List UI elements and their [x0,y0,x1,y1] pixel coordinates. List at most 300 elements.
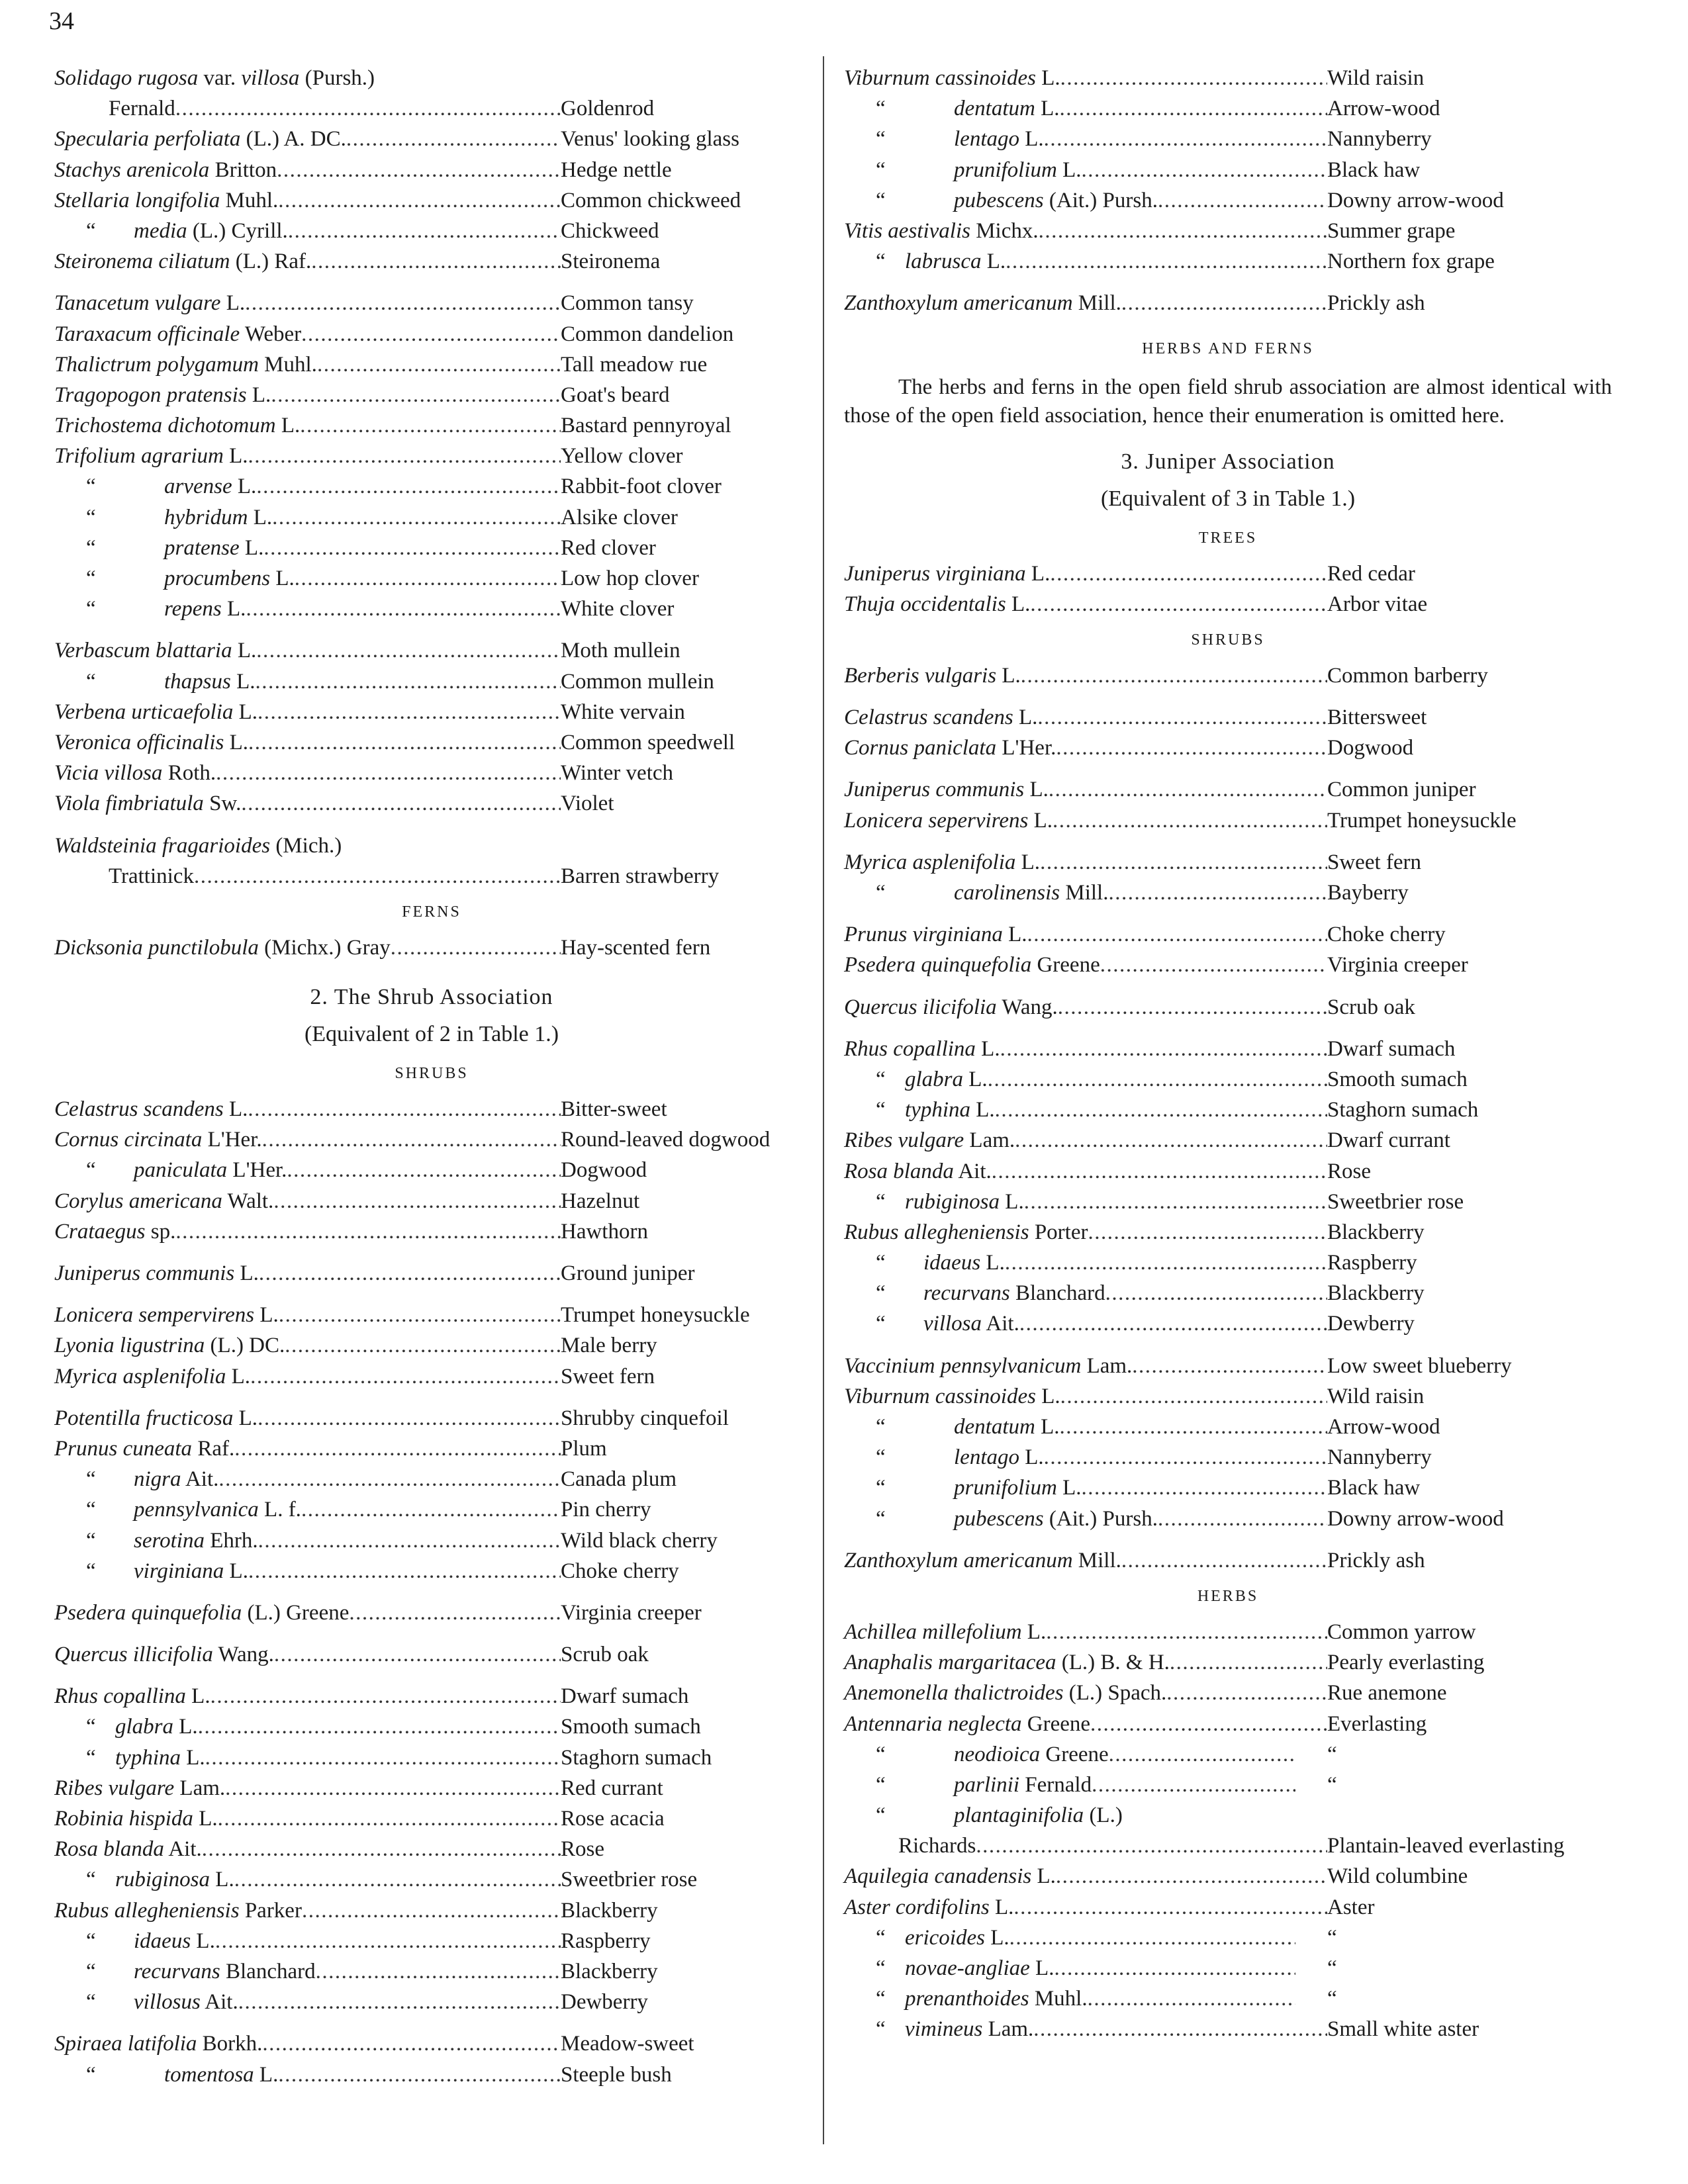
ditto-mark: “ [876,127,886,152]
genus-species: Anemonella thalictroides [844,1681,1064,1706]
common-name: Plantain-leaved everlasting [1327,1834,1565,1858]
common-name: Dewberry [561,1990,648,2015]
scientific-name [844,1473,1082,1503]
dot-leader [256,471,561,502]
dot-leader [1054,1953,1295,1983]
common-name: Virginia creeper [561,1600,702,1625]
authority: L. [254,2062,279,2087]
dot-leader [311,246,561,277]
dot-leader [279,1300,561,1330]
authority: L. [223,1097,248,1122]
scientific-name [844,878,1108,908]
scientific-name [54,1330,285,1361]
ditto-mark: “ [876,2017,886,2042]
common-name: Bayberry [1327,881,1409,905]
variety: villosa [241,66,300,90]
species-entry [844,1248,1612,1278]
common-name: Common speedwell [561,730,735,754]
species-entry [844,1831,1612,1861]
scientific-name [844,1892,1013,1923]
paragraph: The herbs and ferns in the open field shrub association are almost identical with those of the open field association, hence their enumeration is omitted here. [844,375,1612,428]
common-name: Trumpet honeysuckle [1327,808,1517,833]
dot-leader [1158,1504,1327,1534]
scientific-name [54,1094,248,1124]
dot-leader [1108,878,1327,908]
common-name: Common mullein [561,669,714,694]
dot-leader [250,1361,561,1392]
genus-species: Quercus illicifolia [54,1643,213,1667]
scientific-name [54,380,271,410]
scientific-name [844,733,1056,763]
authority: L. [210,1868,234,1892]
ditto-mark: “ [876,881,886,905]
authority: L. [1006,592,1031,616]
scientific-name [54,1300,279,1330]
scientific-name [54,666,256,697]
ditto-mark: “ [86,1158,96,1183]
species-entry [844,1709,1612,1739]
authority: L. [220,291,246,316]
genus-species: prenanthoides [905,1987,1029,2011]
species-entry [844,919,1612,950]
scientific-name [844,919,1027,950]
scientific-name [54,2060,278,2090]
species-entry [844,1381,1612,1412]
shrubs-list [54,1094,809,2090]
genus-species: Rosa blanda [844,1159,954,1183]
common-name: Downy arrow-wood [1327,188,1504,212]
dot-leader [1121,1545,1327,1576]
species-entry [844,702,1612,733]
genus-species: Rubus allegheniensis [54,1898,240,1923]
dot-leader [274,1639,561,1670]
species-entry [54,349,809,380]
dot-leader [1121,288,1327,318]
common-name: Low hop clover [561,567,699,590]
common-name: Winter vetch [561,761,674,786]
dot-leader [1013,1892,1327,1923]
genus-species: tomentosa [164,2062,254,2087]
dot-leader [316,1956,561,1987]
species-entry [54,63,809,93]
authority: L. [1035,1384,1060,1408]
dot-leader [1030,589,1327,619]
species-entry [844,1217,1612,1248]
authority: Sw. [203,792,242,816]
scientific-name [54,1403,258,1433]
dot-leader [1100,950,1327,980]
authority: L. [1002,923,1027,947]
common-name: Sweetbrier rose [561,1868,698,1892]
page-number: 34 [49,7,74,35]
genus-species: lentago [954,127,1019,152]
species-entry [844,733,1612,763]
authority: Blanchard [1009,1281,1105,1306]
common-name: Raspberry [561,1929,651,1953]
scientific-name [844,1125,1015,1156]
species-entry [54,1864,809,1895]
common-name: Dwarf sumach [561,1684,689,1709]
species-entry [54,1598,809,1628]
dot-leader [248,1094,561,1124]
scientific-name [54,563,295,594]
genus-species: neodioica [954,1742,1041,1766]
authority: L. [248,505,273,529]
species-entry [54,666,809,697]
ditto-mark: “ [86,1745,96,1770]
genus-species: labrusca [905,250,982,274]
authority: L. [233,1406,258,1430]
common-name: Chickweed [561,218,659,243]
genus-species: Verbena urticaefolia [54,700,234,724]
common-name: Summer grape [1327,218,1456,243]
scientific-name [844,124,1044,154]
genus-species: Viburnum cassinoides [844,66,1036,90]
common-name: “ [1327,1925,1337,1950]
dot-leader [259,1258,561,1289]
species-entry [844,1308,1612,1339]
genus-species: Myrica asplenifolia [844,850,1016,874]
genus-species: Tanacetum vulgare [54,291,221,316]
scientific-name [54,758,216,788]
authority: L. [1035,66,1060,90]
common-name: White vervain [561,700,685,724]
dot-leader [1092,1770,1295,1800]
scientific-name [844,702,1037,733]
species-entry [844,63,1612,93]
scientific-name [844,774,1049,805]
genus-species: pubescens [954,188,1044,212]
species-entry [844,2014,1612,2044]
common-name: Blackberry [1327,1220,1425,1244]
dot-leader [245,288,561,318]
dot-leader [1060,93,1328,124]
species-entry [844,185,1612,216]
ditto-mark: “ [86,1929,96,1953]
dot-leader [256,635,561,666]
species-entry [844,1800,1612,1831]
species-entry [844,559,1612,589]
common-name: Dwarf sumach [1327,1036,1456,1061]
authority: var. [198,66,242,90]
species-entry [844,93,1612,124]
genus-species: Rubus allegheniensis [844,1220,1029,1244]
dot-leader [248,1556,561,1586]
species-entry [54,1773,809,1803]
common-name: Ground juniper [561,1261,695,1285]
common-name: Hedge nettle [561,158,672,182]
genus-species: Lyonia ligustrina [54,1334,205,1358]
common-name: Blackberry [561,1959,658,1983]
dot-leader [218,1464,561,1494]
dot-leader [1058,992,1327,1023]
authority: L. [224,1559,248,1583]
dot-leader [1053,805,1327,836]
common-name: Virginia creeper [1327,953,1468,978]
species-list [54,63,809,891]
common-name: Dogwood [1327,736,1414,760]
common-name: Prickly ash [1327,1548,1425,1572]
dot-leader [263,533,561,563]
species-entry [54,380,809,410]
species-entry [54,1834,809,1864]
species-entry [54,216,809,246]
ditto-mark: “ [876,1987,886,2011]
ditto-mark: “ [876,250,886,274]
dot-leader [218,1803,561,1834]
common-name: Red currant [561,1776,663,1800]
genus-species: Crataegus [54,1219,146,1244]
genus-species: Rhus copallina [54,1684,186,1709]
genus-species: Anaphalis margaritacea [844,1651,1056,1675]
genus-species: Robinia hispida [54,1807,193,1831]
scientific-name [844,2014,1033,2044]
species-entry [54,1556,809,1586]
ditto-mark: “ [86,505,96,529]
species-entry [54,1464,809,1494]
scientific-name [54,1956,316,1987]
species-entry [844,1923,1612,1953]
trees-list [844,559,1612,619]
genus-species: arvense [164,475,232,499]
common-name: Bastard pennyroyal [561,414,731,438]
authority: L. [191,1929,215,1953]
scientific-name [844,1861,1056,1891]
authority: L. [970,1098,995,1122]
scientific-name [844,185,1158,216]
authority: L. [226,1364,251,1388]
species-entry [844,589,1612,619]
authority: L. [1000,1189,1024,1214]
dot-leader [211,1681,561,1711]
common-name: Bittersweet [1327,705,1427,730]
genus-species: paniculata [134,1158,228,1183]
genus-species: virginiana [134,1559,224,1583]
scientific-name [54,63,375,93]
dot-leader [992,1156,1327,1187]
dot-leader [1056,1861,1327,1891]
authority: L. [1015,850,1041,874]
dot-leader [1021,660,1327,691]
authority: Borkh. [197,2032,263,2056]
dot-leader [271,380,561,410]
authority: L. f. [258,1498,301,1522]
dot-leader [225,1773,561,1803]
genus-species: Trifolium agrarium [54,444,224,469]
common-name: “ [1327,1742,1337,1766]
scientific-name [844,1034,1000,1064]
genus-species: Aster cordifolins [844,1895,990,1919]
authority: Ait. [982,1312,1019,1336]
species-entry [54,533,809,563]
common-name: Steironema [561,250,661,274]
species-entry [844,1473,1612,1503]
ditto-mark: “ [86,1467,96,1492]
scientific-name [54,155,277,185]
right-column [844,63,1612,2045]
dot-leader [1044,1442,1327,1473]
ditto-mark: “ [876,1445,886,1470]
species-entry [844,1442,1612,1473]
authority: L. [989,1895,1014,1919]
dot-leader [272,502,561,533]
genus-species: Vitis aestivalis [844,218,970,243]
dot-leader [1015,1125,1327,1156]
species-entry [844,1412,1612,1442]
common-name: Aster [1327,1895,1375,1919]
species-entry [54,1743,809,1773]
scientific-name [54,502,272,533]
species-entry [54,1711,809,1742]
dot-leader [258,697,561,727]
scientific-name [844,1953,1054,1983]
common-name: Tall meadow rue [561,352,708,377]
ditto-mark: “ [876,188,886,212]
scientific-name [844,1187,1024,1217]
dot-leader [1060,63,1327,93]
genus-species: Juniperus communis [54,1261,235,1285]
ditto-mark: “ [86,669,96,694]
authority: L. [246,383,271,407]
common-name: Scrub oak [561,1643,649,1667]
species-entry [54,1525,809,1556]
genus-species: repens [164,597,222,621]
scientific-name [844,93,1060,124]
scientific-name [54,1987,238,2017]
scientific-name [844,1095,995,1125]
genus-species: carolinensis [954,881,1060,905]
authority: L. [270,567,295,590]
scientific-name [844,1156,992,1187]
shrubs-heading: SHRUBS [1191,631,1265,649]
authority: Parker [239,1898,302,1923]
authority: L. [254,1303,279,1328]
scientific-name [54,1186,273,1216]
herbs-list [844,1617,1612,2045]
authority: L. [230,669,256,694]
common-name: Low sweet blueberry [1327,1353,1512,1378]
dot-leader [287,1155,561,1185]
authority: L. [180,1745,205,1770]
authority: L. [1028,808,1053,833]
common-name: Scrub oak [1327,995,1415,1019]
genus-species: Lonicera sepervirens [844,808,1029,833]
genus-species: Viburnum cassinoides [844,1384,1036,1408]
genus-species: Stachys arenicola [54,158,210,182]
genus-species: Achillea millefolium [844,1619,1022,1644]
scientific-name [844,1770,1092,1800]
species-entry [844,774,1612,805]
scientific-name [844,1709,1090,1739]
scientific-name [844,1412,1060,1442]
genus-species: Spiraea latifolia [54,2032,197,2056]
scientific-name [54,471,256,502]
species-entry [844,1647,1612,1678]
common-name: Blackberry [1327,1281,1425,1306]
scientific-name [54,533,263,563]
species-entry [54,831,809,861]
ferns-heading: FERNS [402,903,461,921]
dot-leader [302,1895,561,1926]
scientific-name [54,246,311,277]
common-name: Sweetbrier rose [1327,1189,1464,1214]
common-name: Barren strawberry [561,864,720,888]
ditto-mark: “ [86,1715,96,1739]
common-name: Staghorn sumach [1327,1098,1479,1122]
scientific-name [844,1381,1060,1412]
species-entry [844,847,1612,878]
dot-leader [248,441,561,471]
ferns-list [54,933,809,963]
genus-species: Psedera quinquefolia [54,1600,242,1625]
authority: L. [232,475,257,499]
genus-species: Viola fimbriatula [54,792,204,816]
dot-leader [317,349,561,380]
ditto-mark: “ [86,2062,96,2087]
dot-leader [1019,1308,1327,1339]
genus-species: nigra [134,1467,181,1492]
genus-species: Quercus ilicifolia [844,995,997,1019]
common-name: Wild columbine [1327,1864,1468,1889]
genus-species: procumbens [164,567,271,590]
genus-species: thapsus [164,669,231,694]
authority: L. [223,444,248,469]
scientific-name [54,124,346,154]
dot-leader [258,1403,561,1433]
common-name: Arrow-wood [1327,97,1440,121]
scientific-name [844,1545,1121,1576]
scientific-name [844,246,1006,277]
authority: Wang. [212,1643,274,1667]
species-entry [844,1187,1612,1217]
common-name: Common juniper [1327,778,1476,802]
scientific-name [54,1216,175,1247]
ditto-mark: “ [86,1528,96,1553]
common-name: Smooth sumach [1327,1067,1468,1091]
genus-species: idaeus [134,1929,191,1953]
dot-leader [278,185,561,216]
common-name: Rose acacia [561,1807,665,1831]
ditto-mark: “ [86,475,96,499]
common-name: Yellow clover [561,444,683,469]
species-entry [54,246,809,277]
genus-species: pubescens [954,1506,1044,1531]
shrubs-heading: SHRUBS [395,1065,469,1083]
dot-leader [1000,1034,1327,1064]
genus-species: Prunus virginiana [844,923,1003,947]
authority: Michx. [970,218,1039,243]
common-name: Common yarrow [1327,1619,1476,1644]
scientific-name [54,1834,202,1864]
authority: (L.) B. & H. [1056,1651,1170,1675]
species-entry [844,1504,1612,1534]
authority: (L.) DC. [205,1334,285,1358]
scientific-name [54,216,288,246]
common-name: Smooth sumach [561,1715,701,1739]
dot-leader [1082,1473,1327,1503]
authority: L. [275,414,301,438]
species-entry [844,1156,1612,1187]
genus-species: Cornus paniclata [844,736,997,760]
authority: L'Her. [202,1128,262,1152]
authority: L. [984,1925,1009,1950]
common-name: Venus' looking glass [561,127,739,152]
dot-leader [1037,702,1327,733]
species-entry [54,2060,809,2090]
authority: Ait. [164,1837,202,1862]
common-name: Plum [561,1436,607,1461]
genus-species: typhina [905,1098,970,1122]
